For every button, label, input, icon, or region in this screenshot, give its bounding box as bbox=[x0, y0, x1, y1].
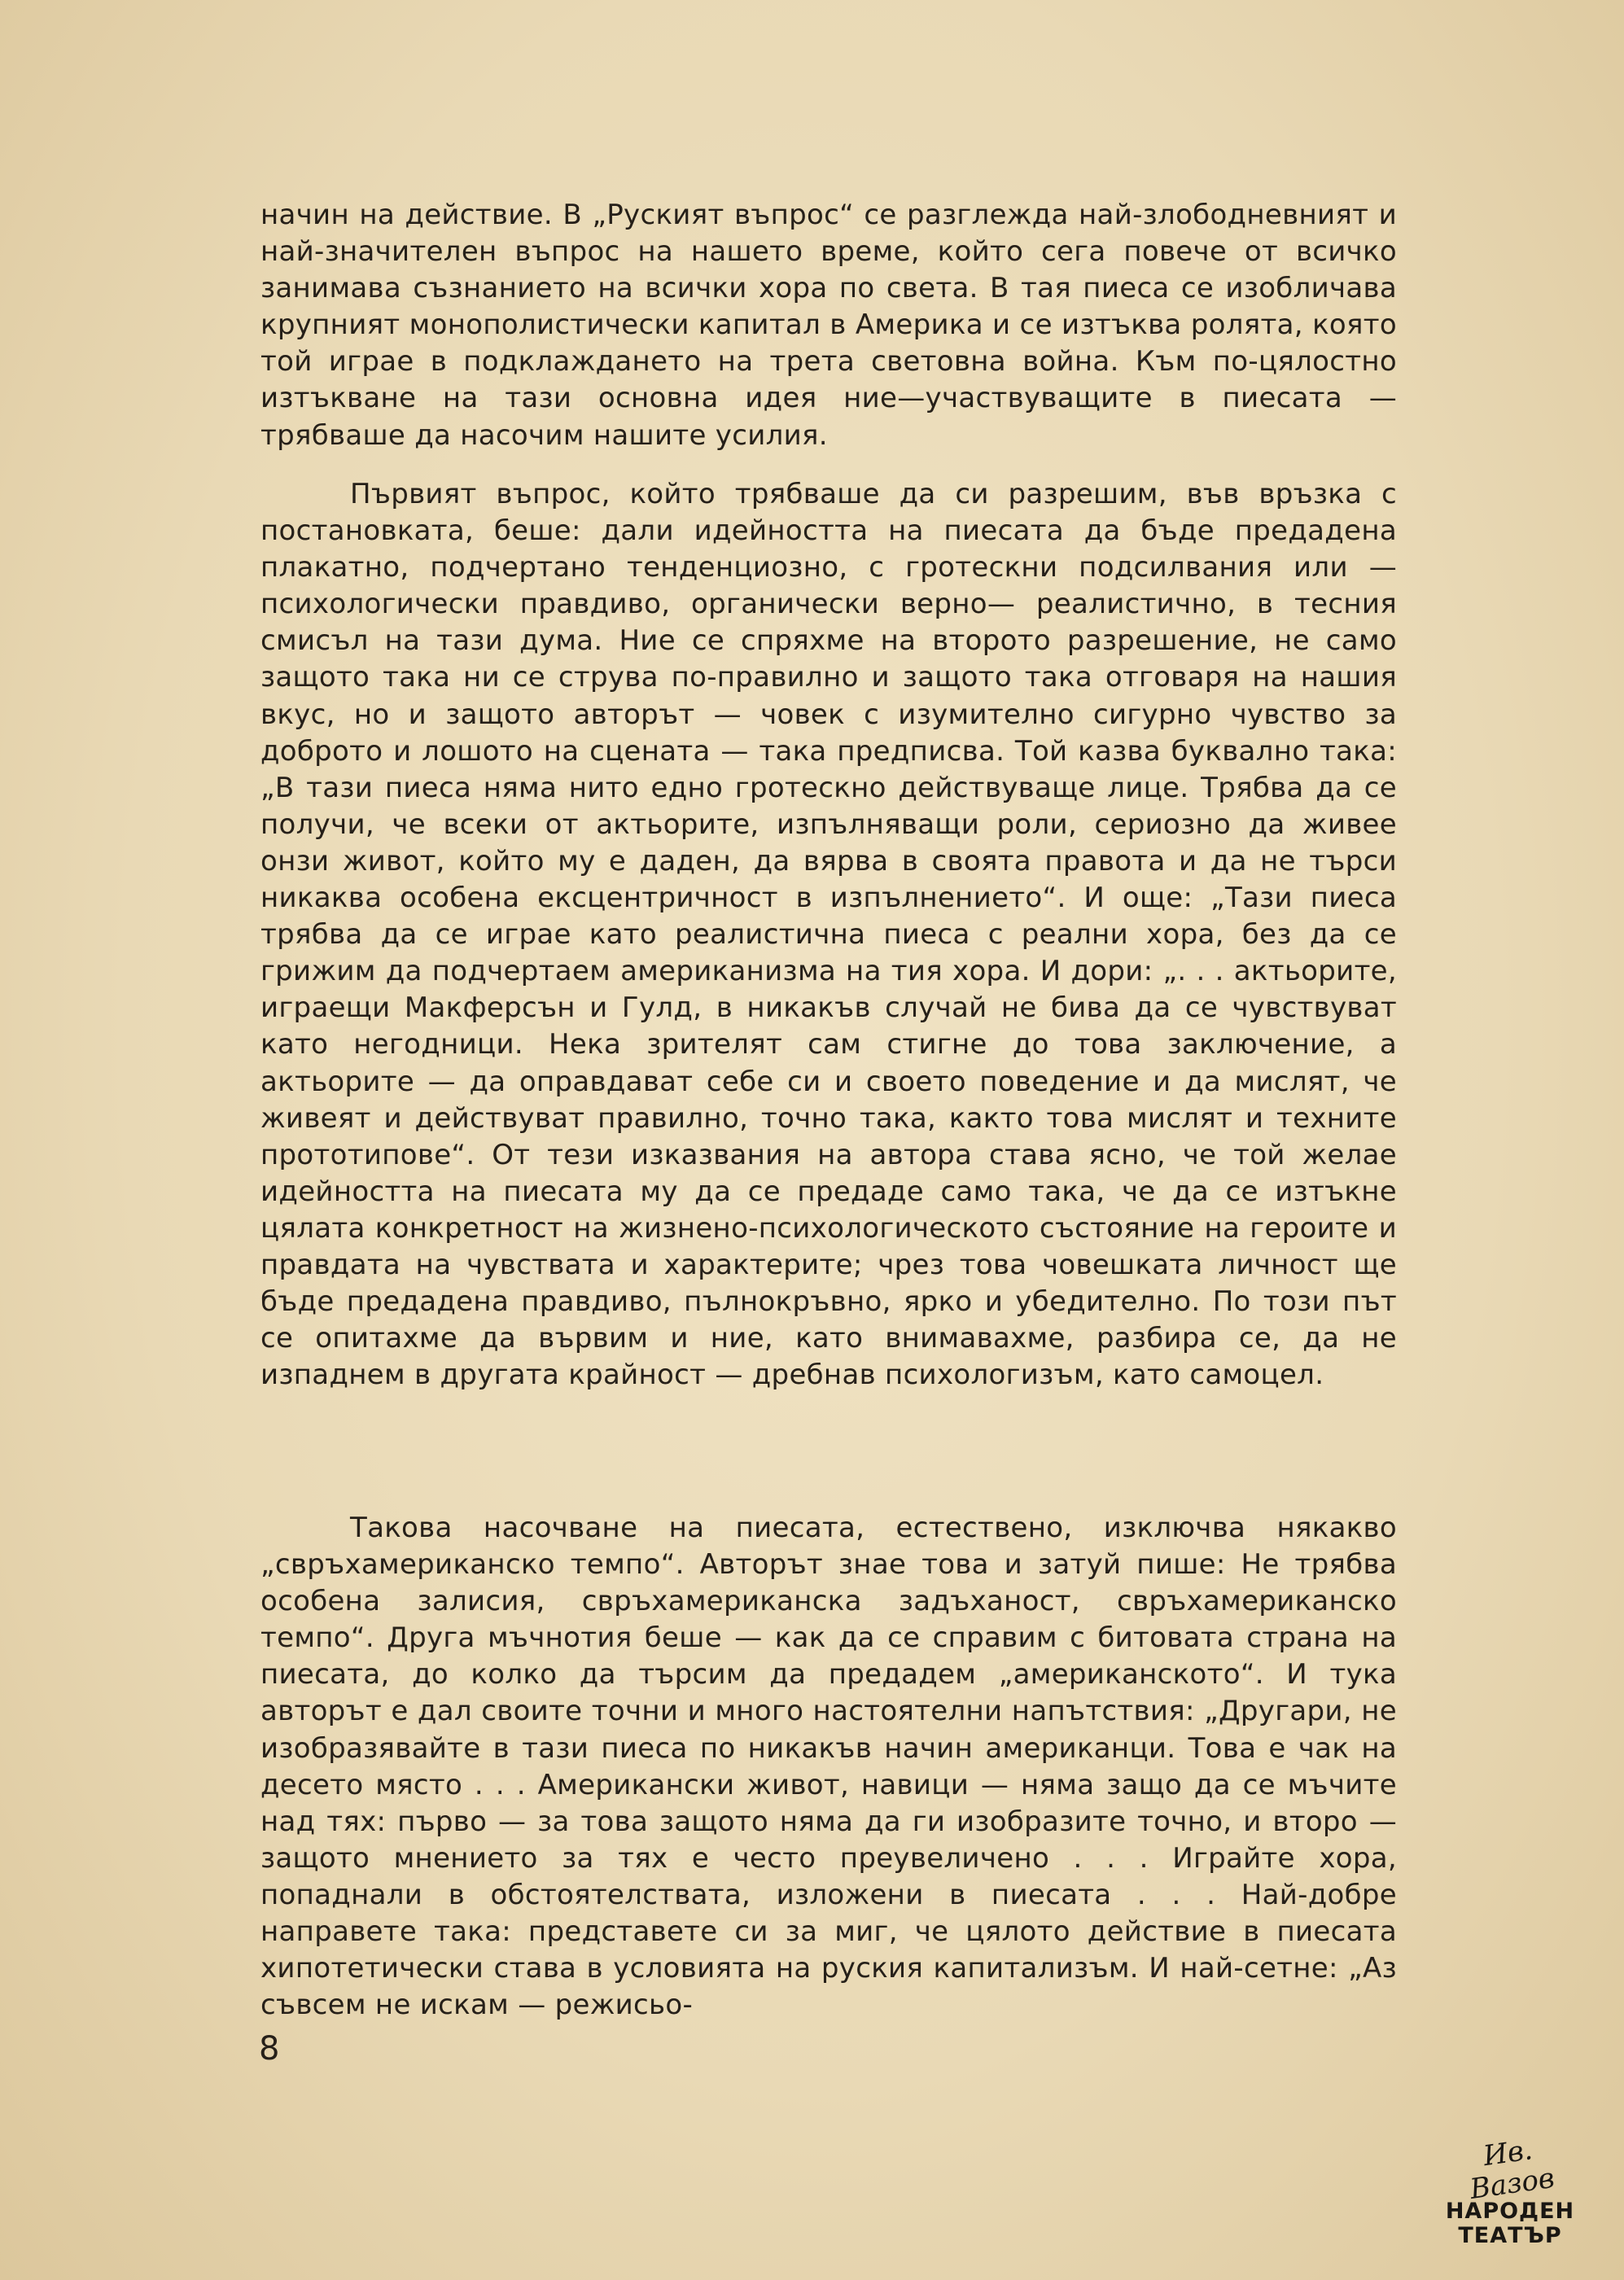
logo-line-1: НАРОДЕН bbox=[1445, 2199, 1575, 2224]
paragraph-3 bbox=[260, 1510, 1397, 2024]
paragraph-1 bbox=[260, 197, 1397, 454]
logo-line-2: ТЕАТЪР bbox=[1458, 2223, 1562, 2248]
paragraph-2-text: Първият въпрос, който трябваше да си разрешим, във връзка с постановката, беше: дали идейността на пиесата да бъде предадена плакатно, подчертано тенденциозно, с гротескни подсилвания или — психологически правдиво, органически верно— реалистично, в тесния смисъл на тази дума. Ние се спряхме на второто разрешение, не само защото така ни се струва по-правилно и защото така отговаря на нашия вкус, но и защото авторът — човек с изумително сигурно чувство за доброто и лошото на сцената — така предписва. Той казва буквално така: „В тази пиеса няма нито едно гротескно действуваще лице. Трябва да се получи, че всеки от актьорите, изпълняващи роли, сериозно да живее онзи живот, който му е даден, да вярва в своята правота и да не търси никаква особена ексцентричност в изпълнението“. И още: „Тази пиеса трябва да се играе като реалистична пиеса с реални хора, без да се грижим да подчертаем американизма на тия хора. И дори: „. . . актьорите, играещи Макферсън и Гулд, в никакъв случай не бива да се чувствуват като негодници. Нека зрителят сам стигне до това заключение, а актьорите — да оправдават себе си и своето поведение и да мислят, че живеят и действуват правилно, точно така, както това мислят и техните прототипове“. От тези изказвания на автора става ясно, че той желае идейността на пиесата му да се предаде само така, че да се изтъкне цялата конкретност на жизнено-психологическото състояние на героите и правдата на чувствата и характерите; чрез това човешката личност ще бъде предадена правдиво, пълнокръвно, ярко и убедително. По този път се опитахме да вървим и ние, като внимавахме, разбира се, да не изпаднем в другата крайност — дребнав психологизъм, като самоцел. bbox=[260, 478, 1397, 1392]
theatre-logo bbox=[1441, 2133, 1579, 2260]
logo-script: Ив. Вазов bbox=[1468, 2133, 1556, 2206]
paragraph-3-text: Такова насочване на пиесата, естествено, изключва някакво „свръхамериканско темпо“. Авторът знае това и затуй пише: Не трябва особена залисия, свръхамериканска задъханост, свръхамериканско темпо“. Друга мъчнотия беше — как да се справим с битовата страна на пиесата, до колко да търсим да предадем „американското“. И тука авторът е дал своите точни и много настоятелни напътствия: „Другари, не изобразявайте в тази пиеса по никакъв начин американци. Това е чак на десето място . . . Американски живот, навици — няма защо да се мъчите над тях: първо — за това защото няма да ги изобразите точно, и второ — защото мнението за тях е често преувеличено . . . Играйте хора, попаднали в обстоятелствата, изложени в пиесата . . . Най-добре направете така: представете си за миг, че цялото действие в пиесата хипотетически става в условията на руския капитализъм. И най-сетне: „Аз съвсем не искам — режисьо- bbox=[260, 1512, 1397, 2022]
paragraph-2 bbox=[260, 476, 1397, 1394]
paragraph-1-text: начин на действие. В „Руският въпрос“ се разглежда най-злободневният и най-значителен въпрос на нашето време, който сега повече от всичко занимава съзнанието на всички хора по света. В тая пиеса се изобличава крупният монополистически капитал в Америка и се изтъква ролята, която той играе в подклаждането на трета световна война. Към по-цялостно изтъкване на тази основна идея ние—участвуващите в пиесата — трябваше да насочим нашите усилия. bbox=[260, 199, 1397, 452]
page-number: 8 bbox=[259, 2030, 280, 2068]
